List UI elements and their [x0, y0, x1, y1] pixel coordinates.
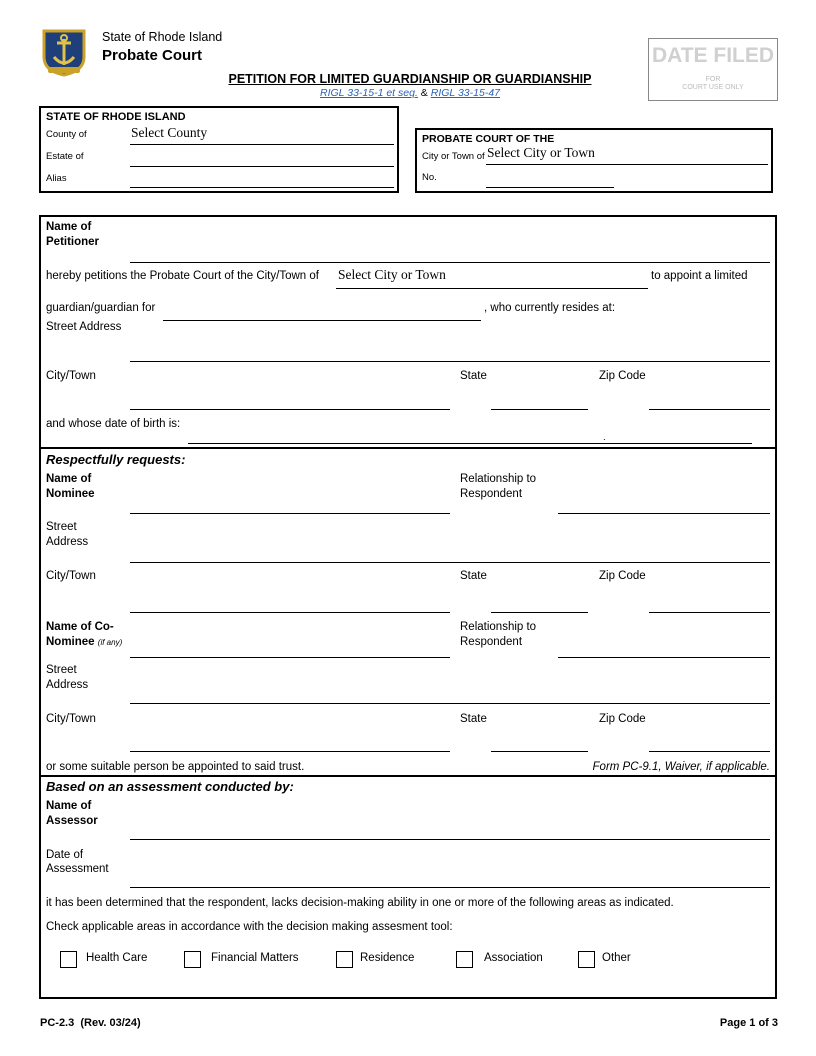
co-nominee-zip-label: Zip Code: [599, 713, 646, 725]
respondent-city-input[interactable]: [130, 409, 450, 410]
nominee-label-2: Nominee: [46, 488, 95, 500]
court-city-select[interactable]: Select City or Town: [487, 145, 595, 160]
nominee-name-input[interactable]: [130, 513, 450, 514]
co-nominee-city-label: City/Town: [46, 713, 96, 725]
assessment-date-label-1: Date of: [46, 849, 84, 861]
co-nominee-street-input[interactable]: [130, 703, 770, 704]
nominee-city-label: City/Town: [46, 570, 96, 582]
city-town-label: City/Town: [46, 370, 96, 382]
check-areas-text: Check applicable areas in accordance with the decision making assesment tool:: [46, 921, 453, 933]
case-no-label: No.: [422, 172, 437, 183]
statute-link-1[interactable]: RIGL 33-15-1 et seq.: [320, 87, 418, 99]
nominee-relationship-input[interactable]: [558, 513, 770, 514]
petition-main-box: [39, 215, 777, 999]
court-use-label-2: COURT USE ONLY: [682, 84, 744, 91]
dob-dot: .: [603, 432, 606, 443]
page-number: Page 1 of 3: [719, 1017, 778, 1029]
section-divider-2: [39, 775, 777, 777]
health-care-label: Health Care: [86, 952, 148, 964]
city-town-label: City or Town of: [422, 151, 485, 162]
association-checkbox[interactable]: [456, 951, 473, 968]
nominee-state-input[interactable]: [491, 612, 588, 613]
respondent-state-input[interactable]: [491, 409, 588, 410]
residence-checkbox[interactable]: [336, 951, 353, 968]
nominee-relationship-label-2: Respondent: [460, 488, 523, 500]
form-title: PETITION FOR LIMITED GUARDIANSHIP OR GUARDIANSHIP: [228, 72, 592, 86]
assessment-date-label-2: Assessment: [46, 863, 109, 875]
petition-city-line: [336, 288, 648, 289]
determined-text: it has been determined that the respondent, lacks decision-making ability in one or more of the following areas as indicated.: [46, 897, 674, 909]
financial-matters-label: Financial Matters: [211, 952, 299, 964]
date-filed-box: [648, 38, 778, 101]
section-divider-1: [39, 447, 777, 449]
alias-label: Alias: [46, 173, 67, 184]
statute-separator: &: [420, 87, 428, 99]
nominee-street-label-1: Street: [46, 521, 77, 533]
co-nominee-name-input[interactable]: [130, 657, 450, 658]
probate-heading: PROBATE COURT OF THE: [422, 133, 555, 145]
assessment-title: Based on an assessment conducted by:: [46, 779, 294, 794]
suitable-person-text: or some suitable person be appointed to said trust.: [46, 761, 305, 773]
hereby-petitions-text: hereby petitions the Probate Court of the City/Town of: [46, 270, 319, 282]
street-address-label: Street Address: [46, 321, 122, 333]
other-checkbox[interactable]: [578, 951, 595, 968]
county-label: County of: [46, 129, 87, 140]
co-nominee-state-input[interactable]: [491, 751, 588, 752]
assessment-date-input[interactable]: [130, 887, 770, 888]
form-id: PC-2.3 (Rev. 03/24): [40, 1017, 141, 1029]
court-use-label-1: FOR: [705, 76, 721, 83]
nominee-zip-input[interactable]: [649, 612, 770, 613]
co-nominee-zip-input[interactable]: [649, 751, 770, 752]
court-city-line: [486, 164, 768, 165]
co-nominee-relationship-input[interactable]: [558, 657, 770, 658]
assessor-label-2: Assessor: [46, 815, 98, 827]
state-label: State: [460, 370, 487, 382]
county-select[interactable]: Select County: [131, 125, 208, 140]
assessor-name-input[interactable]: [130, 839, 770, 840]
state-name: State of Rhode Island: [102, 30, 223, 44]
residence-label: Residence: [360, 952, 415, 964]
court-name: Probate Court: [102, 47, 203, 64]
state-seal-logo: [40, 27, 88, 77]
co-nominee-street-label-1: Street: [46, 664, 77, 676]
petition-city-select[interactable]: Select City or Town: [338, 267, 446, 282]
nominee-zip-label: Zip Code: [599, 570, 646, 582]
estate-input[interactable]: [130, 166, 394, 167]
financial-matters-checkbox[interactable]: [184, 951, 201, 968]
co-nominee-street-label-2: Address: [46, 679, 89, 691]
zip-code-label: Zip Code: [599, 370, 646, 382]
co-nominee-label-1: Name of Co-: [46, 621, 114, 633]
nominee-street-input[interactable]: [130, 562, 770, 563]
co-nominee-label-2: Nominee: [46, 636, 95, 648]
petitioner-name-input[interactable]: [130, 262, 770, 263]
co-nominee-relationship-label-2: Respondent: [460, 636, 523, 648]
estate-label: Estate of: [46, 151, 84, 162]
case-no-input[interactable]: [486, 187, 614, 188]
guardian-for-text: guardian/guardian for: [46, 302, 156, 314]
respondent-street-input[interactable]: [130, 361, 770, 362]
alias-input[interactable]: [130, 187, 394, 188]
county-line: [130, 144, 394, 145]
date-filed-label: DATE FILED: [651, 44, 775, 67]
nominee-relationship-label-1: Relationship to: [460, 473, 537, 485]
dob-text: and whose date of birth is:: [46, 418, 181, 430]
nominee-city-input[interactable]: [130, 612, 450, 613]
petitioner-label-1: Name of: [46, 221, 92, 233]
co-nominee-relationship-label-1: Relationship to: [460, 621, 537, 633]
respectfully-requests-title: Respectfully requests:: [46, 452, 186, 467]
assessor-label-1: Name of: [46, 800, 92, 812]
nominee-state-label: State: [460, 570, 487, 582]
resides-at-text: , who currently resides at:: [484, 302, 616, 314]
co-nominee-city-input[interactable]: [130, 751, 450, 752]
nominee-street-label-2: Address: [46, 536, 89, 548]
association-label: Association: [484, 952, 543, 964]
waiver-note: Form PC-9.1, Waiver, if applicable.: [592, 761, 770, 773]
state-heading: STATE OF RHODE ISLAND: [46, 111, 186, 123]
statute-link-2[interactable]: RIGL 33-15-47: [430, 87, 500, 99]
co-nominee-if-any: (if any): [97, 638, 123, 647]
co-nominee-state-label: State: [460, 713, 487, 725]
respondent-name-input[interactable]: [163, 320, 481, 321]
appoint-text: to appoint a limited: [651, 270, 748, 282]
respondent-dob-input[interactable]: [188, 443, 752, 444]
other-label: Other: [602, 952, 631, 964]
co-nominee-label-2-row: [46, 635, 122, 650]
nominee-label-1: Name of: [46, 473, 92, 485]
health-care-checkbox[interactable]: [60, 951, 77, 968]
petitioner-label-2: Petitioner: [46, 236, 100, 248]
respondent-zip-input[interactable]: [649, 409, 770, 410]
statute-references: [160, 87, 660, 100]
